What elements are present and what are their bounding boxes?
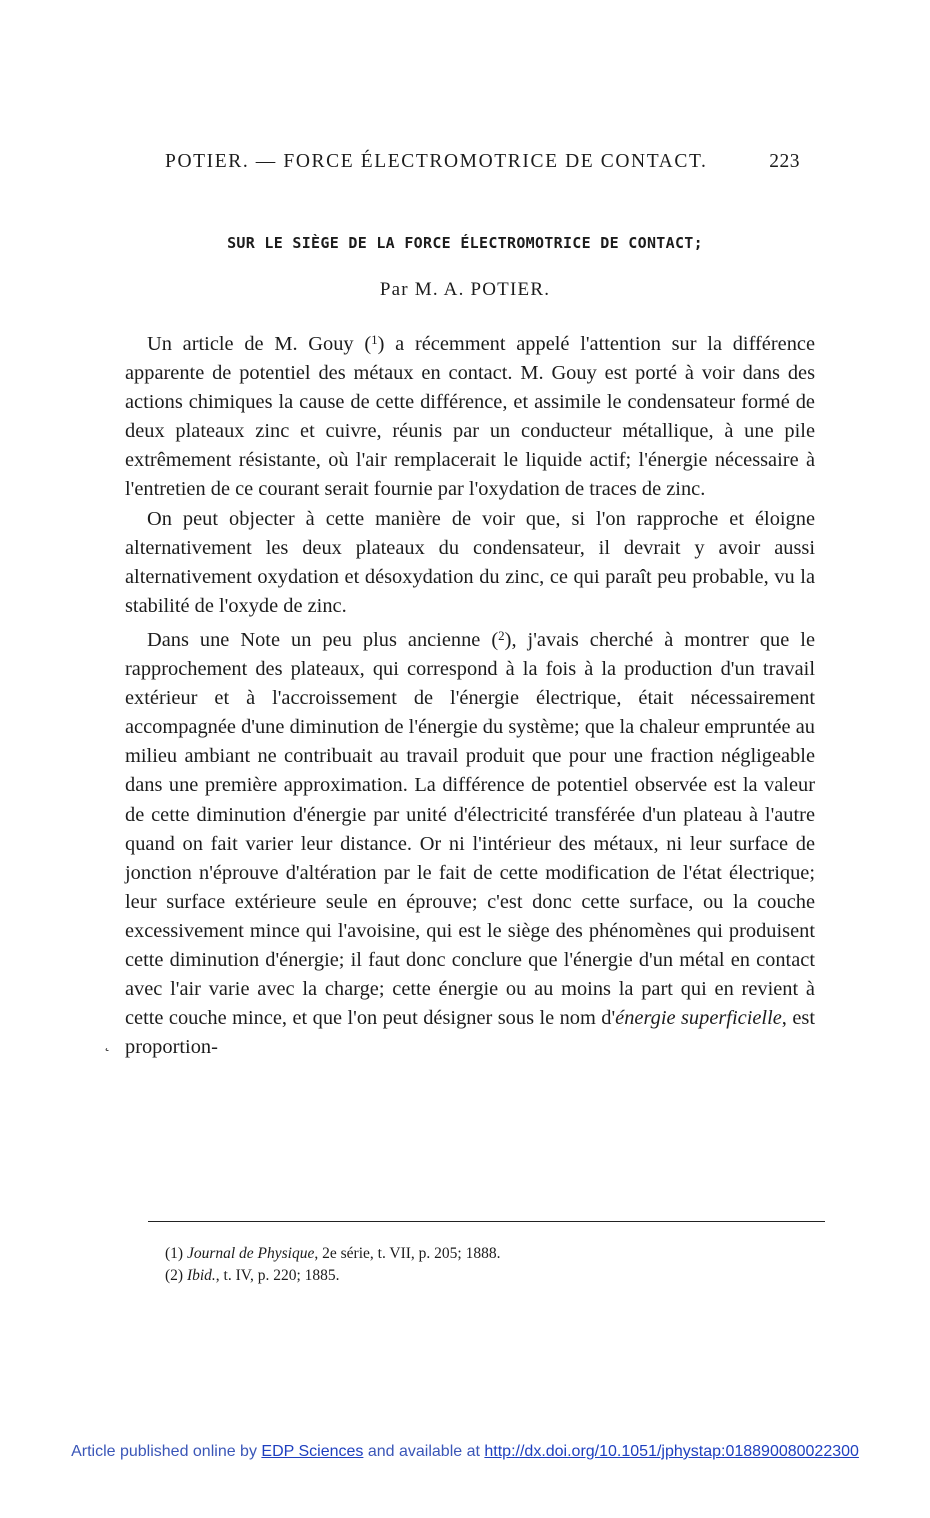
page-header bbox=[165, 151, 800, 179]
edp-sciences-link[interactable]: EDP Sciences bbox=[261, 1443, 364, 1460]
margin-mark: ˛ bbox=[103, 1033, 111, 1052]
doi-link[interactable]: http://dx.doi.org/10.1051/jphystap:018890080022300 bbox=[484, 1443, 859, 1460]
publisher-middle: and available at bbox=[367, 1443, 480, 1460]
footnote-1 bbox=[165, 1243, 805, 1265]
footnote-1-journal: Journal de Physique bbox=[186, 1245, 315, 1262]
paragraph-3-text-a: Dans une Note un peu plus ancienne ( bbox=[147, 628, 499, 651]
page-number: 223 bbox=[769, 151, 800, 172]
running-title: POTIER. — FORCE ÉLECTROMOTRICE DE CONTACT. bbox=[165, 151, 708, 172]
footnote-ref-1: 1 bbox=[371, 332, 378, 347]
footnote-2-marker: (2) bbox=[165, 1267, 184, 1284]
footnote-2-details: , t. IV, p. 220; 1885. bbox=[215, 1267, 340, 1284]
article-title: SUR LE SIÈGE DE LA FORCE ÉLECTROMOTRICE DE CONTACT; bbox=[227, 234, 703, 252]
footnote-1-marker: (1) bbox=[165, 1245, 184, 1262]
article-body bbox=[125, 325, 815, 1062]
author-byline: Par M. A. POTIER. bbox=[379, 279, 551, 300]
paragraph-1-text-a: Un article de M. Gouy ( bbox=[147, 333, 372, 355]
paragraph-3-text-b: ), j'avais cherché à montrer que le rapprochement des plateaux, qui correspond à la fois à la production d'un travail extérieur et à l'accroissement de l'énergie électrique, était nécessairement accompagnée d'une diminution de l'énergie du système; que la chaleur empruntée au milieu ambiant ne contribuait au travail produit que pour une fraction négligeable dans une première approximation. La différence de potentiel observée est la valeur de cette diminution d'énergie par unité d'électricité transférée d'un plateau à l'autre quand on fait varier leur distance. Or ni l'intérieur des métaux, ni leur surface de jonction n'éprouve d'altération par le fait de cette modification de l'état électrique; leur surface extérieure seule en éprouve; c'est donc cette surface, ou la couche excessivement mince qui l'avoisine, qui est le siège des phénomènes qui produisent cette diminution d'énergie; il faut donc conclure que l'énergie d'un métal en contact avec l'air varie avec la charge; cette énergie ou au moins la part qui en revient à cette couche mince, et que l'on peut désigner sous le nom d' bbox=[125, 628, 815, 1030]
footnote-1-details: , 2e série, t. VII, p. 205; 1888. bbox=[314, 1245, 501, 1262]
publisher-prefix: Article published online by bbox=[71, 1443, 257, 1460]
footnotes bbox=[165, 1243, 805, 1287]
paragraph-3 bbox=[125, 621, 815, 1062]
footnote-2-journal: Ibid. bbox=[186, 1267, 216, 1284]
footnote-divider bbox=[148, 1221, 825, 1222]
paragraph-1 bbox=[125, 325, 815, 505]
paragraph-3-italic-term: énergie superficielle bbox=[615, 1007, 782, 1030]
footnote-ref-2: 2 bbox=[498, 627, 505, 643]
publisher-notice bbox=[0, 1443, 930, 1461]
paragraph-2: On peut objecter à cette manière de voir que, si l'on rapproche et éloigne alternativement les deux plateaux du condensateur, il devrait y avoir aussi alternativement oxydation et désoxydation du zinc, ce qui paraît peu probable, vu la stabilité de l'oxyde de zinc. bbox=[125, 507, 815, 617]
paragraph-3-text-c: , est proportion- bbox=[125, 1007, 815, 1059]
paragraph-1-text-b: ) a récemment appelé l'attention sur la différence apparente de potentiel des métaux en contact. M. Gouy est porté à voir dans des actions chimiques la cause de cette différence, et assimile le condensateur formé de deux plateaux zinc et cuivre, réunis par un conducteur métallique, à une pile extrêmement résistante, où l'air remplacerait le liquide actif; l'énergie nécessaire à l'entretien de ce courant serait fournie par l'oxydation de traces de zinc. bbox=[125, 333, 815, 501]
footnote-2 bbox=[165, 1265, 805, 1287]
